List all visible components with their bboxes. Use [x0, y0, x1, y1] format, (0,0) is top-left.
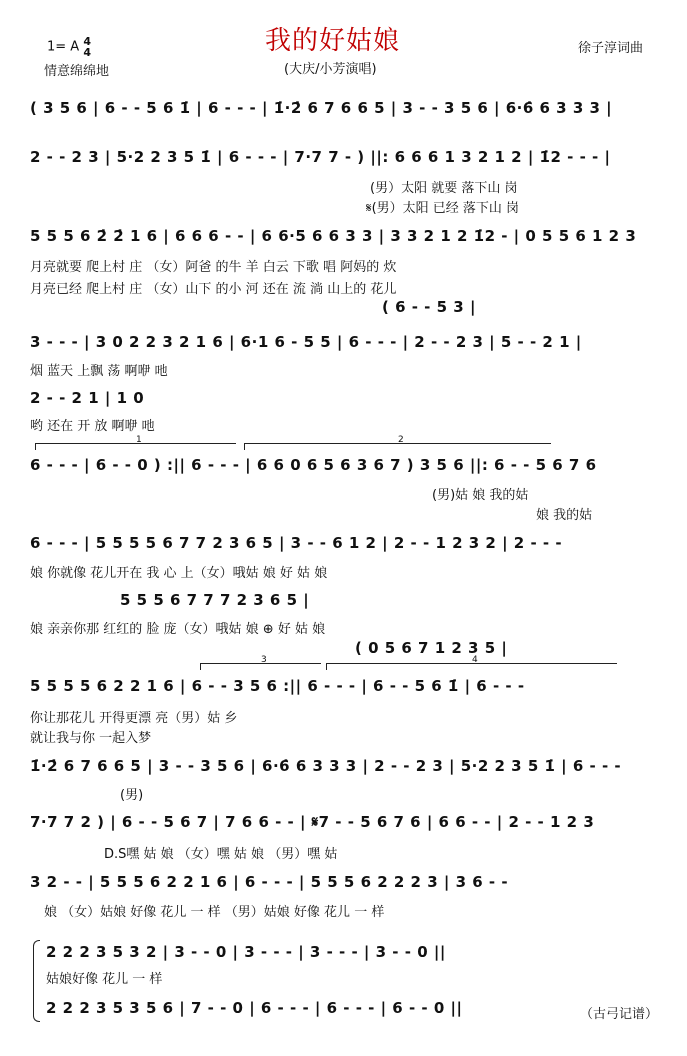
- lyric-row-2-verse-2: 𝄋(男）太阳 已经 落下山 岗: [366, 201, 520, 216]
- lyric-row-2-verse-1: (男）太阳 就要 落下山 岗: [370, 181, 518, 196]
- lyric-row-10: D.S嘿 姑 娘 （女）嘿 姑 娘 （男）嘿 姑: [104, 847, 338, 862]
- lyric-row-8-verse-2: 就让我与你 一起入梦: [30, 731, 152, 746]
- transcriber-credit: （古弓记谱）: [580, 1007, 659, 1022]
- lyric-row-9: (男): [120, 788, 144, 803]
- system-brace: [33, 940, 40, 1022]
- score-row-1: ( 3 5 6 | 6 - - 5 6 1̇ | 6 - - - | 1̇·2̇ 6 7 6 6 5 | 3 - - 3 5 6 | 6·6̇ 6 3 3 3 |: [30, 99, 613, 117]
- score-row-2: 2 - - 2 3 | 5·2 2 3 5 1̇ | 6 - - - | 7·7 7 - ) ||: 6 6 6 1 3 2 1 2 | 1̇2 - - - |: [30, 148, 611, 166]
- lyricist-composer: 徐子淳词曲: [578, 41, 644, 56]
- lyric-row-5: 哟 还在 开 放 啊咿 吔: [30, 419, 155, 434]
- score-row-7: 6 - - - | 5 5 5 5 6 7 7 2 3 6 5 | 3 - - 6 1 2 | 2 - - 1 2 3 2 | 2 - - -: [30, 534, 563, 552]
- volta-4: 4: [326, 663, 617, 670]
- lyric-row-6-verse-2: 娘 我的姑: [536, 508, 593, 523]
- lyric-row-7: 娘 你就像 花儿开在 我 心 上（女）哦姑 娘 好 姑 娘: [30, 566, 328, 581]
- time-signature: [83, 36, 91, 58]
- performer-subtitle: (大庆/小芳演唱): [284, 62, 377, 77]
- volta-3: 3: [200, 663, 321, 670]
- score-row-4: 3 - - - | 3 0 2 2 3 2 1 6 | 6·1 6 - 5 5 | 6 - - - | 2 - - 2 3 | 5 - - 2 1 |: [30, 333, 582, 351]
- time-top: 4: [83, 35, 91, 48]
- lyric-row-7-alt: 娘 亲亲你那 红红的 脸 庞（女）哦姑 娘 ⊕ 好 姑 娘: [30, 622, 326, 637]
- score-row-12-upper: 2 2 2 3 5 3 2 | 3 - - 0 | 3 - - - | 3 - - - | 3 - - 0 ||: [46, 943, 446, 961]
- lyric-row-8-verse-1: 你让那花儿 开得更漂 亮（男）姑 乡: [30, 711, 238, 726]
- score-row-10: 7·7 7 2 ) | 6 - - 5 6 7 | 7 6 6 - - | 𝄋7 - - 5 6 7 6 | 6 6 - - | 2 - - 1 2 3: [30, 813, 595, 831]
- key-label: 1= A: [47, 39, 80, 55]
- volta-2: 2: [244, 443, 551, 450]
- score-row-5: 2 - - 2 1 | 1 0: [30, 389, 145, 407]
- mood-marking: 情意绵绵地: [44, 64, 110, 79]
- lyric-row-11: 娘 （女）姑娘 好像 花儿 一 样 （男）姑娘 好像 花儿 一 样: [44, 905, 385, 920]
- score-row-3: 5 5 5 6 2̇ 2̇ 1 6 | 6 6 6 - - | 6 6·5 6 6 3 3 | 3 3 2 1 2 1̇2 - | 0 5 5 6 1 2 3: [30, 227, 637, 245]
- score-row-3-intro: ( 6 - - 5 3 |: [382, 298, 476, 316]
- score-row-7-alt: 5 5 5 6 7 7 7 2 3 6 5 |: [120, 591, 310, 609]
- lyric-row-12: 姑娘好像 花儿 一 样: [46, 972, 163, 987]
- score-row-9: 1̇·2̇ 6 7 6 6 5 | 3 - - 3 5 6 | 6·6̇ 6 3 3 3 | 2 - - 2 3 | 5·2 2 3 5 1̇ | 6 - - -: [30, 757, 622, 775]
- key-signature: [47, 36, 91, 58]
- score-row-12-lower: 2 2 2 3 5 3 5 6 | 7 - - 0 | 6 - - - | 6 - - - | 6 - - 0 ||: [46, 999, 463, 1017]
- time-bottom: 4: [83, 46, 91, 59]
- volta-1: 1: [35, 443, 236, 450]
- lyric-row-3-verse-2: 月亮已经 爬上村 庄 （女）山下 的小 河 还在 流 淌 山上的 花儿: [30, 282, 397, 297]
- score-row-8: 5 5 5 5 6 2 2 1 6 | 6 - - 3 5 6 :|| 6 - - - | 6 - - 5 6 1̇ | 6 - - -: [30, 677, 525, 695]
- lyric-row-6-verse-1: (男)姑 娘 我的姑: [432, 488, 529, 503]
- song-title: 我的好姑娘: [265, 26, 401, 56]
- score-row-8-interlude: ( 0 5 6 7 1 2 3 5 |: [355, 639, 508, 657]
- score-row-11: 3 2 - - | 5 5 5 6 2 2 1 6 | 6 - - - | 5 5 5 6 2 2 2 3 | 3 6 - -: [30, 873, 509, 891]
- lyric-row-3-verse-1: 月亮就要 爬上村 庄 （女）阿爸 的牛 羊 白云 下歌 唱 阿妈的 炊: [30, 260, 397, 275]
- lyric-row-4: 烟 蓝天 上飘 荡 啊咿 吔: [30, 364, 168, 379]
- score-row-6: 6 - - - | 6 - - 0 ) :|| 6 - - - | 6 6 0 6 5 6 3 6 7 ) 3 5 6 ||: 6 - - 5 6 7 6: [30, 456, 597, 474]
